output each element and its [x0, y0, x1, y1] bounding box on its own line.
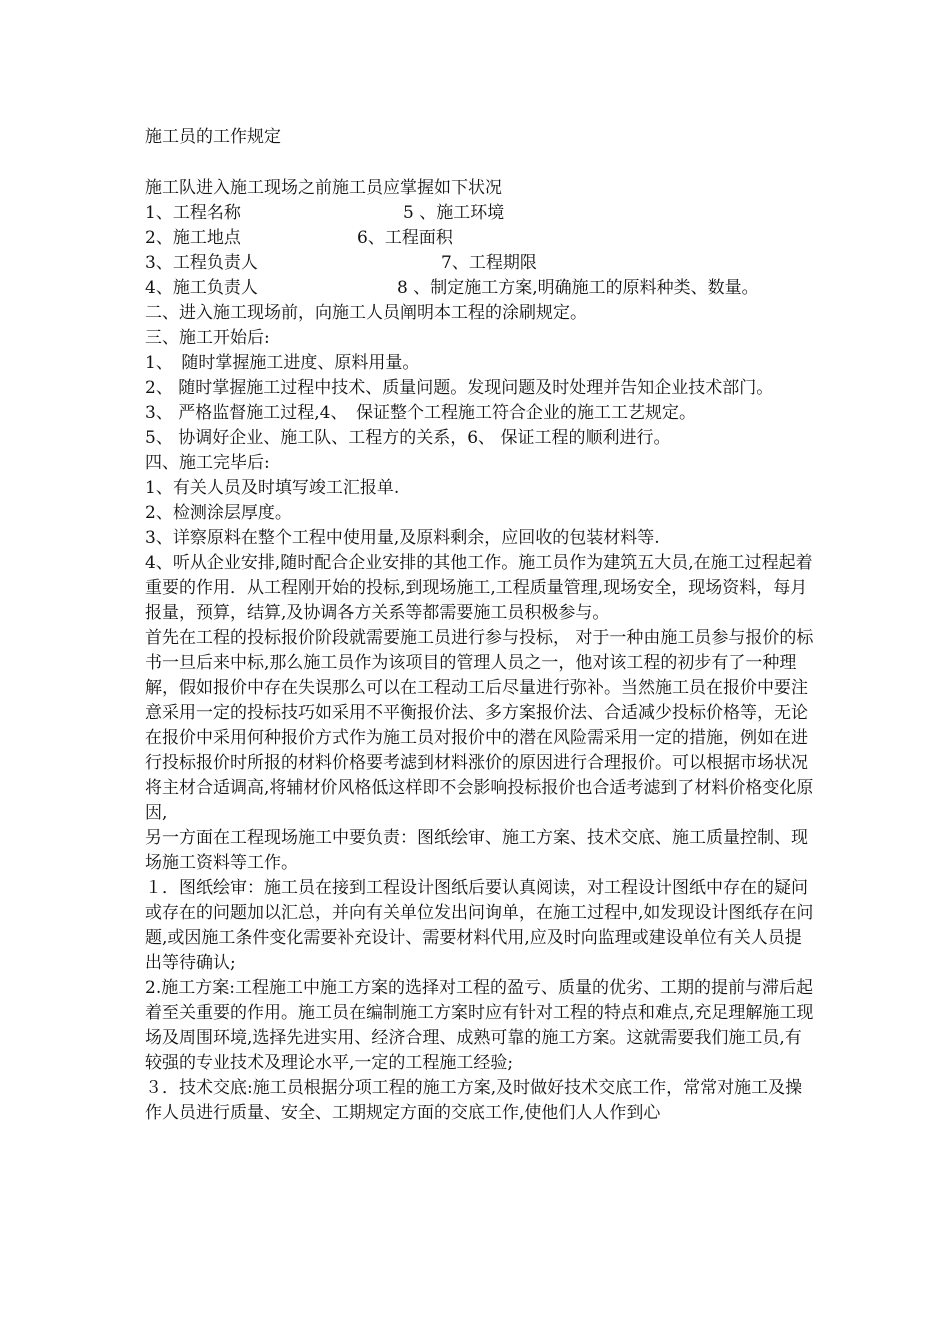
- paragraph: 三、施工开始后:: [145, 328, 270, 348]
- paragraph: 3、详察原料在整个工程中使用量,及原料剩余，应回收的包装材料等.: [145, 528, 660, 548]
- info-item-left: 3、工程负责人: [145, 253, 258, 273]
- document-body: [145, 176, 815, 1126]
- info-item-left: 4、施工负责人: [145, 278, 258, 298]
- paragraph: 4、听从企业安排,随时配合企业安排的其他工作。施工员作为建筑五大员,在施工过程起着重要的作用．从工程刚开始的投标,到现场施工,工程质量管理,现场安全，现场资料，每月报量，预算，结算,及协调各方关系等都需要施工员积极参与。: [145, 553, 813, 623]
- paragraph: １．图纸绘审：施工员在接到工程设计图纸后要认真阅读，对工程设计图纸中存在的疑问或存在的问题加以汇总，并向有关单位发出问询单，在施工过程中,如发现设计图纸存在问题,或因施工条件变化需要补充设计、需要材料代用,应及时向监理或建设单位有关人员提出等待确认;: [145, 878, 814, 973]
- info-item-row: [145, 251, 815, 276]
- info-item-right: 7、工程期限: [441, 253, 537, 273]
- paragraph: 2、 随时掌握施工过程中技术、质量问题。发现问题及时处理并告知企业技术部门。: [145, 378, 774, 398]
- paragraph: 另一方面在工程现场施工中要负责：图纸绘审、施工方案、技术交底、施工质量控制、现场施工资料等工作。: [145, 828, 808, 873]
- intro-line: 施工队进入施工现场之前施工员应掌握如下状况: [145, 178, 502, 198]
- info-item-row: [145, 276, 815, 301]
- info-item-left: 2、施工地点: [145, 228, 241, 248]
- paragraph: 二、进入施工现场前，向施工人员阐明本工程的涂刷规定。: [145, 303, 587, 323]
- info-item-right: 6、工程面积: [357, 228, 453, 248]
- info-item-row: [145, 201, 815, 226]
- document-title: 施工员的工作规定: [145, 127, 281, 147]
- paragraph: 3、 严格监督施工过程,4、 保证整个工程施工符合企业的施工工艺规定。: [145, 403, 696, 423]
- info-item-right: 8 、制定施工方案,明确施工的原料种类、数量。: [397, 278, 759, 298]
- paragraph: 2、检测涂层厚度。: [145, 503, 292, 523]
- paragraph: 1、有关人员及时填写竣工汇报单.: [145, 478, 400, 498]
- paragraph: 1、 随时掌握施工进度、原料用量。: [145, 353, 420, 373]
- paragraph: 四、施工完毕后:: [145, 453, 270, 473]
- info-item-left: 1、工程名称: [145, 203, 241, 223]
- info-item-row: [145, 226, 815, 251]
- info-item-right: 5 、施工环境: [403, 203, 505, 223]
- paragraph: ３．技术交底:施工员根据分项工程的施工方案,及时做好技术交底工作，常常对施工及操作人员进行质量、安全、工期规定方面的交底工作,使他们人人作到心: [145, 1078, 803, 1123]
- paragraph: 2.施工方案:工程施工中施工方案的选择对工程的盈亏、质量的优劣、工期的提前与滞后起着至关重要的作用。施工员在编制施工方案时应有针对工程的特点和难点,充足理解施工现场及周围环境,选择先进实用、经济合理、成熟可靠的施工方案。这就需要我们施工员,有较强的专业技术及理论水平,一定的工程施工经验;: [145, 978, 814, 1073]
- paragraph: 5、 协调好企业、施工队、工程方的关系，6、 保证工程的顺利进行。: [145, 428, 671, 448]
- paragraph: 首先在工程的投标报价阶段就需要施工员进行参与投标， 对于一种由施工员参与报价的标书一旦后来中标,那么施工员作为该项目的管理人员之一，他对该工程的初步有了一种理解，假如报价中存在失误那么可以在工程动工后尽量进行弥补。当然施工员在报价中要注意采用一定的投标技巧如采用不平衡报价法、多方案报价法、合适减少投标价格等，无论在报价中采用何种报价方式作为施工员对报价中的潜在风险需采用一定的措施，例如在进行投标报价时所报的材料价格要考滤到材料涨价的原因进行合理报价。可以根据市场状况将主材合适调高,将辅材价风格低这样即不会影响投标报价也合适考滤到了材料价格变化原因,: [145, 628, 814, 823]
